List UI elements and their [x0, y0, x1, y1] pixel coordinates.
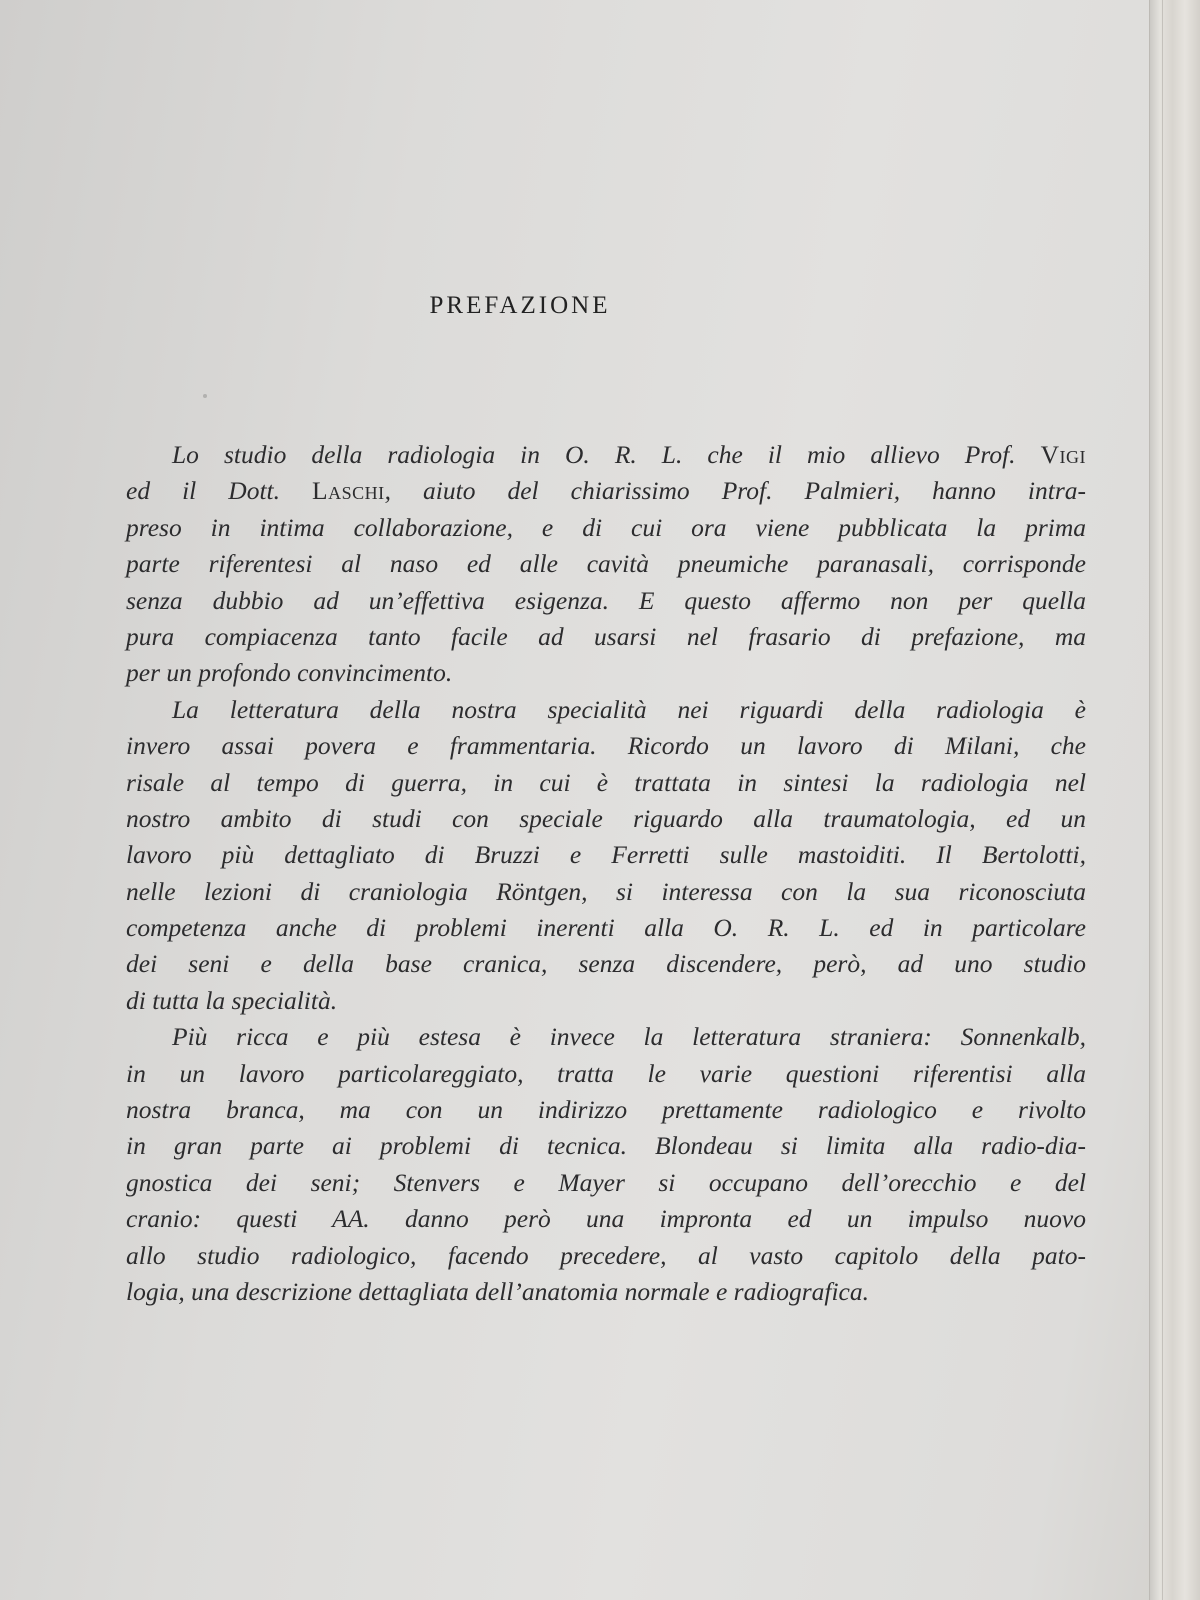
page-title: PREFAZIONE [429, 292, 611, 319]
text-segment: gnostica dei seni; Stenvers e Mayer si occupano dell’orecchio e del [126, 1167, 1086, 1197]
author-name: Laschi [312, 476, 385, 506]
text-segment: pura compiacenza tanto facile ad usarsi nel frasario di prefazione, ma [126, 621, 1086, 651]
paper-speck [203, 394, 207, 398]
preface-body [126, 437, 1086, 1310]
text-line [126, 1092, 1086, 1128]
text-segment: , aiuto del chiarissimo Prof. Palmieri, hanno intra- [384, 476, 1087, 506]
text-line [126, 655, 1086, 691]
page-stack-edge [1149, 0, 1200, 1600]
text-segment: Più ricca e più estesa è invece la letteratura straniera: Sonnenkalb, [172, 1022, 1086, 1052]
text-segment: Lo studio della radiologia in O. R. L. che il mio allievo Prof. [172, 440, 1041, 469]
text-line [126, 910, 1086, 946]
text-segment: di tutta la specialità. [126, 985, 338, 1015]
author-name: Vigi [1040, 440, 1086, 469]
text-segment: lavoro più dettagliato di Bruzzi e Ferretti sulle mastoiditi. Il Bertolotti, [126, 840, 1086, 870]
text-line [126, 837, 1086, 873]
text-segment: in un lavoro particolareggiato, tratta le varie questioni riferentisi alla [126, 1058, 1086, 1088]
text-segment: La letteratura della nostra specialità nei riguardi della radiologia è [172, 694, 1086, 724]
text-line [126, 765, 1086, 801]
text-segment: in gran parte ai problemi di tecnica. Blondeau si limita alla radio-dia- [126, 1131, 1086, 1161]
text-line [126, 437, 1086, 473]
text-line [126, 692, 1086, 728]
text-line [126, 1128, 1086, 1164]
text-segment: cranio: questi AA. danno però una impronta ed un impulso nuovo [126, 1204, 1086, 1234]
text-line [126, 874, 1086, 910]
text-line [126, 1165, 1086, 1201]
text-segment: allo studio radiologico, facendo precedere, al vasto capitolo della pato- [126, 1240, 1086, 1270]
text-segment: ed il Dott. [126, 476, 313, 506]
text-line [126, 583, 1086, 619]
text-segment: nostro ambito di studi con speciale riguardo alla traumatologia, ed un [126, 803, 1086, 833]
text-line [126, 1056, 1086, 1092]
text-segment: risale al tempo di guerra, in cui è trattata in sintesi la radiologia nel [126, 767, 1086, 797]
text-segment: senza dubbio ad un’effettiva esigenza. E questo affermo non per quella [126, 585, 1086, 615]
text-segment: preso in intima collaborazione, e di cui ora viene pubblicata la prima [126, 512, 1086, 542]
text-line [126, 801, 1086, 837]
text-segment: per un profondo convincimento. [126, 658, 453, 688]
text-segment: parte riferentesi al naso ed alle cavità pneumiche paranasali, corrisponde [126, 549, 1086, 579]
text-segment: nelle lezioni di craniologia Röntgen, si interessa con la sua riconosciuta [126, 876, 1086, 906]
text-line [126, 1274, 1086, 1310]
text-segment: logia, una descrizione dettagliata dell’anatomia normale e radiografica. [126, 1276, 869, 1306]
text-line [126, 983, 1086, 1019]
text-segment: nostra branca, ma con un indirizzo prettamente radiologico e rivolto [126, 1095, 1086, 1125]
text-line [126, 510, 1086, 546]
text-line [126, 473, 1086, 509]
text-line [126, 946, 1086, 982]
text-segment: dei seni e della base cranica, senza discendere, però, ad uno studio [126, 949, 1086, 979]
text-line [126, 728, 1086, 764]
text-line [126, 1238, 1086, 1274]
text-line [126, 619, 1086, 655]
text-segment: competenza anche di problemi inerenti alla O. R. L. ed in particolare [126, 913, 1086, 943]
text-line [126, 1201, 1086, 1237]
text-line [126, 546, 1086, 582]
text-line [126, 1019, 1086, 1055]
text-segment: invero assai povera e frammentaria. Ricordo un lavoro di Milani, che [126, 731, 1086, 761]
